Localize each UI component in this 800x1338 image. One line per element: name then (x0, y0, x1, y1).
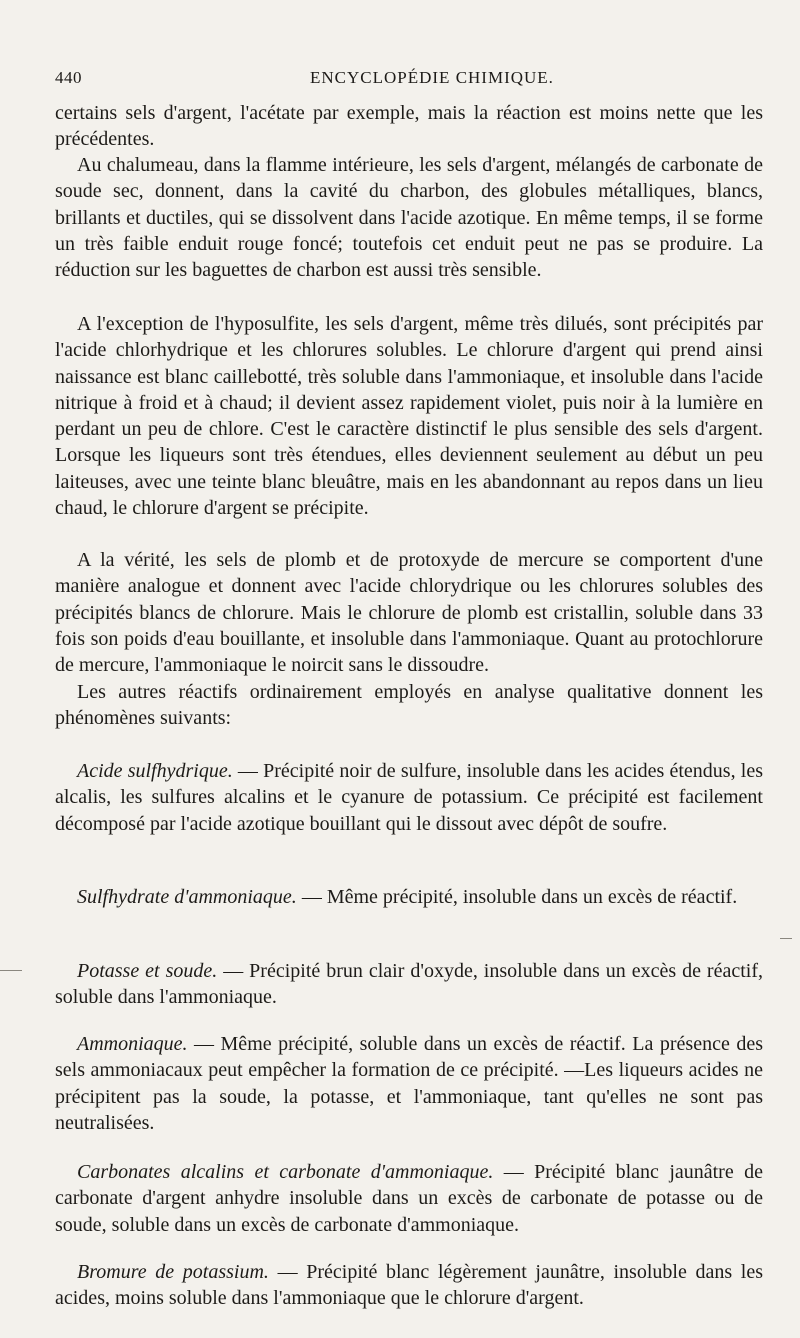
running-title: ENCYCLOPÉDIE CHIMIQUE. (310, 68, 554, 87)
running-header (55, 68, 760, 94)
reagent-description: — Même précipité, soluble dans un excès de réactif. La présence des sels ammoniacaux peut empêcher la formation de ce précipité. —Les liqueurs acides ne précipitent pas la soude, la potasse, et l'ammoniaque, tant qu'elles ne sont pas neutralisées. (55, 1033, 763, 1134)
paragraph-chalumeau: Au chalumeau, dans la flamme intérieure, les sels d'argent, mélangés de carbonate de soude sec, donnent, dans la cavité du charbon, des globules métalliques, blancs, brillants et ductiles, qui se dissolvent dans l'acide azotique. En même temps, il se forme un très faible enduit rouge foncé; toutefois cet enduit peut ne pas se produire. La réduction sur les baguettes de charbon est aussi très sensible. (55, 154, 763, 282)
reagent-name: Acide sulfhydrique. (77, 760, 233, 782)
reagent-entry (55, 758, 763, 837)
reagent-description: — Même précipité, insoluble dans un excès de réactif. (296, 886, 738, 908)
reagent-entry (55, 1159, 763, 1238)
reagent-description: — Précipité noir de sulfure, insoluble dans les acides étendus, les alcalis, les sulfures alcalins et le cyanure de potassium. Ce précipité est facilement décomposé par l'acide azotique bouillant qui le dissout avec dépôt de soufre. (55, 760, 763, 835)
reagent-entry (55, 958, 763, 1011)
reagent-description: — Précipité blanc jaunâtre de carbonate d'argent anhydre insoluble dans un excès de carbonate de potasse ou de soude, soluble dans un excès de carbonate d'ammoniaque. (55, 1161, 763, 1236)
reagent-entry (55, 1259, 763, 1312)
reagent-description: — Précipité brun clair d'oxyde, insoluble dans un excès de réactif, soluble dans l'ammoniaque. (55, 960, 763, 1009)
paragraph-reactifs-intro: Les autres réactifs ordinairement employés en analyse qualitative donnent les phénomènes suivants: (55, 681, 763, 730)
reagent-name: Ammoniaque. (77, 1033, 188, 1055)
margin-mark (780, 938, 792, 939)
reagent-entry (55, 884, 763, 910)
margin-mark (0, 970, 22, 971)
reagent-description: — Précipité blanc légèrement jaunâtre, insoluble dans les acides, moins soluble dans l'ammoniaque que le chlorure d'argent. (55, 1261, 764, 1310)
reagent-name: Potasse et soude. (77, 960, 218, 982)
reagent-name: Bromure de potassium. (77, 1261, 269, 1283)
paragraph-continuation: certains sels d'argent, l'acétate par exemple, mais la réaction est moins nette que les précédentes. (55, 102, 763, 151)
page-number: 440 (55, 68, 82, 87)
reagent-name: Sulfhydrate d'ammoniaque. (77, 886, 297, 908)
paragraph-plomb-mercure: A la vérité, les sels de plomb et de protoxyde de mercure se comportent d'une manière analogue et donnent avec l'acide chlorydrique ou les chlorures solubles des précipités blancs de chlorure. Mais le chlorure de plomb est cristallin, soluble dans 33 fois son poids d'eau bouillante, et insoluble dans l'ammoniaque. Quant au protochlorure de mercure, l'ammoniaque le noircit sans le dissoudre. (55, 549, 763, 677)
reagent-entry (55, 1031, 763, 1136)
reagent-name: Carbonates alcalins et carbonate d'ammoniaque. (77, 1161, 494, 1183)
paragraph-chlorure: A l'exception de l'hyposulfite, les sels d'argent, même très dilués, sont précipités par l'acide chlorhydrique et les chlorures solubles. Le chlorure d'argent qui prend ainsi naissance est blanc caillebotté, très soluble dans l'ammoniaque, et insoluble dans l'acide nitrique à froid et à chaud; il devient assez rapidement violet, puis noir à la lumière en perdant un peu de chlore. C'est le caractère distinctif le plus sensible des sels d'argent. Lorsque les liqueurs sont très étendues, elles deviennent seulement au début un peu laiteuses, avec une teinte blanc bleuâtre, mais en les abandonnant au repos dans un lieu chaud, le chlorure d'argent se précipite. (55, 313, 763, 520)
